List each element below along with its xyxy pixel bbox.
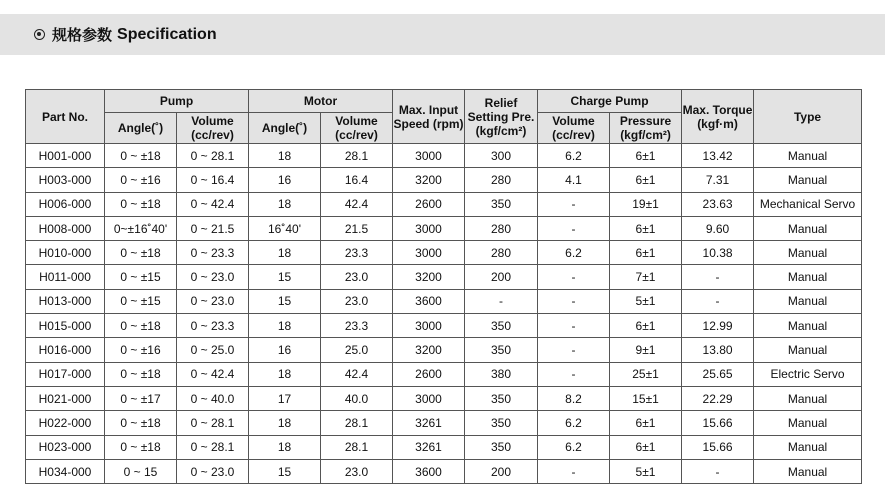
cell-motor-angle: 16 bbox=[249, 168, 321, 192]
cell-pump-angle: 0 ~ ±18 bbox=[105, 314, 177, 338]
cell-max-torque: 13.80 bbox=[682, 338, 754, 362]
cell-motor-volume: 23.0 bbox=[321, 289, 393, 313]
header-pump-volume: Volume (cc/rev) bbox=[177, 113, 249, 144]
cell-max-input-speed: 3200 bbox=[393, 265, 465, 289]
table-header bbox=[26, 90, 862, 144]
table-row bbox=[26, 192, 862, 216]
cell-charge-volume: 6.2 bbox=[538, 241, 610, 265]
header-part-no: Part No. bbox=[26, 90, 105, 144]
cell-motor-volume: 21.5 bbox=[321, 216, 393, 240]
cell-pump-volume: 0 ~ 42.4 bbox=[177, 192, 249, 216]
cell-type: Manual bbox=[754, 435, 862, 459]
cell-max-input-speed: 3200 bbox=[393, 338, 465, 362]
cell-charge-pressure: 6±1 bbox=[610, 435, 682, 459]
cell-part-no: H013-000 bbox=[26, 289, 105, 313]
cell-relief-setting: 350 bbox=[465, 435, 538, 459]
header-max-torque: Max. Torque (kgf·m) bbox=[682, 90, 754, 144]
cell-charge-volume: - bbox=[538, 314, 610, 338]
cell-max-input-speed: 3000 bbox=[393, 386, 465, 410]
cell-type: Manual bbox=[754, 411, 862, 435]
cell-charge-volume: 8.2 bbox=[538, 386, 610, 410]
cell-pump-volume: 0 ~ 28.1 bbox=[177, 411, 249, 435]
cell-type: Manual bbox=[754, 459, 862, 483]
cell-max-torque: 25.65 bbox=[682, 362, 754, 386]
cell-motor-angle: 15 bbox=[249, 459, 321, 483]
cell-charge-volume: 4.1 bbox=[538, 168, 610, 192]
cell-charge-volume: - bbox=[538, 289, 610, 313]
cell-type: Manual bbox=[754, 216, 862, 240]
cell-pump-angle: 0 ~ ±18 bbox=[105, 435, 177, 459]
circle-bullet-icon bbox=[34, 29, 45, 40]
table-row bbox=[26, 216, 862, 240]
table-row bbox=[26, 435, 862, 459]
table-row bbox=[26, 144, 862, 168]
cell-max-torque: - bbox=[682, 459, 754, 483]
section-title-cn: 规格参数 bbox=[52, 26, 113, 44]
header-charge-pressure: Pressure (kgf/cm²) bbox=[610, 113, 682, 144]
cell-relief-setting: 380 bbox=[465, 362, 538, 386]
cell-relief-setting: 350 bbox=[465, 386, 538, 410]
cell-part-no: H003-000 bbox=[26, 168, 105, 192]
cell-motor-volume: 23.0 bbox=[321, 265, 393, 289]
cell-relief-setting: 300 bbox=[465, 144, 538, 168]
table-body bbox=[26, 144, 862, 484]
cell-charge-volume: - bbox=[538, 338, 610, 362]
cell-charge-pressure: 5±1 bbox=[610, 459, 682, 483]
cell-motor-angle: 18 bbox=[249, 241, 321, 265]
cell-type: Manual bbox=[754, 338, 862, 362]
header-motor: Motor bbox=[249, 90, 393, 113]
table-row bbox=[26, 289, 862, 313]
cell-pump-angle: 0 ~ ±15 bbox=[105, 265, 177, 289]
cell-max-input-speed: 3261 bbox=[393, 435, 465, 459]
cell-max-torque: 7.31 bbox=[682, 168, 754, 192]
cell-relief-setting: 350 bbox=[465, 338, 538, 362]
cell-part-no: H011-000 bbox=[26, 265, 105, 289]
cell-motor-volume: 25.0 bbox=[321, 338, 393, 362]
cell-pump-angle: 0 ~ ±16 bbox=[105, 168, 177, 192]
cell-part-no: H008-000 bbox=[26, 216, 105, 240]
cell-part-no: H015-000 bbox=[26, 314, 105, 338]
cell-motor-angle: 18 bbox=[249, 435, 321, 459]
header-charge-pump: Charge Pump bbox=[538, 90, 682, 113]
cell-pump-angle: 0 ~ ±16 bbox=[105, 338, 177, 362]
cell-max-input-speed: 2600 bbox=[393, 362, 465, 386]
section-title-en: Specification bbox=[117, 25, 217, 43]
cell-motor-volume: 40.0 bbox=[321, 386, 393, 410]
cell-max-torque: 13.42 bbox=[682, 144, 754, 168]
cell-max-input-speed: 3600 bbox=[393, 459, 465, 483]
cell-pump-volume: 0 ~ 16.4 bbox=[177, 168, 249, 192]
header-pump-angle: Angle(˚) bbox=[105, 113, 177, 144]
cell-type: Manual bbox=[754, 386, 862, 410]
cell-part-no: H023-000 bbox=[26, 435, 105, 459]
cell-charge-pressure: 5±1 bbox=[610, 289, 682, 313]
cell-motor-angle: 15 bbox=[249, 265, 321, 289]
cell-part-no: H022-000 bbox=[26, 411, 105, 435]
cell-charge-volume: 6.2 bbox=[538, 435, 610, 459]
header-motor-volume: Volume (cc/rev) bbox=[321, 113, 393, 144]
cell-charge-pressure: 6±1 bbox=[610, 168, 682, 192]
table-row bbox=[26, 411, 862, 435]
cell-part-no: H010-000 bbox=[26, 241, 105, 265]
cell-charge-volume: 6.2 bbox=[538, 411, 610, 435]
cell-relief-setting: 350 bbox=[465, 411, 538, 435]
cell-charge-volume: - bbox=[538, 459, 610, 483]
cell-max-torque: 10.38 bbox=[682, 241, 754, 265]
cell-charge-pressure: 6±1 bbox=[610, 216, 682, 240]
table-row bbox=[26, 386, 862, 410]
cell-part-no: H034-000 bbox=[26, 459, 105, 483]
cell-motor-volume: 28.1 bbox=[321, 411, 393, 435]
cell-pump-angle: 0 ~ ±15 bbox=[105, 289, 177, 313]
cell-motor-angle: 18 bbox=[249, 314, 321, 338]
cell-max-torque: 23.63 bbox=[682, 192, 754, 216]
cell-max-input-speed: 3000 bbox=[393, 216, 465, 240]
cell-max-torque: 9.60 bbox=[682, 216, 754, 240]
section-title-bar bbox=[0, 14, 885, 55]
cell-max-torque: 22.29 bbox=[682, 386, 754, 410]
cell-motor-volume: 42.4 bbox=[321, 362, 393, 386]
cell-max-input-speed: 3000 bbox=[393, 314, 465, 338]
cell-charge-pressure: 9±1 bbox=[610, 338, 682, 362]
cell-motor-volume: 28.1 bbox=[321, 435, 393, 459]
cell-pump-volume: 0 ~ 42.4 bbox=[177, 362, 249, 386]
cell-relief-setting: 200 bbox=[465, 265, 538, 289]
cell-pump-angle: 0 ~ ±18 bbox=[105, 411, 177, 435]
cell-pump-angle: 0 ~ ±18 bbox=[105, 144, 177, 168]
cell-type: Mechanical Servo bbox=[754, 192, 862, 216]
cell-charge-pressure: 25±1 bbox=[610, 362, 682, 386]
cell-motor-volume: 16.4 bbox=[321, 168, 393, 192]
table-row bbox=[26, 241, 862, 265]
cell-pump-angle: 0 ~ ±18 bbox=[105, 241, 177, 265]
header-pump: Pump bbox=[105, 90, 249, 113]
cell-part-no: H017-000 bbox=[26, 362, 105, 386]
cell-type: Manual bbox=[754, 144, 862, 168]
table-row bbox=[26, 314, 862, 338]
cell-max-input-speed: 3600 bbox=[393, 289, 465, 313]
cell-max-torque: 15.66 bbox=[682, 411, 754, 435]
cell-pump-angle: 0 ~ 15 bbox=[105, 459, 177, 483]
table-row bbox=[26, 459, 862, 483]
cell-charge-volume: - bbox=[538, 265, 610, 289]
cell-pump-volume: 0 ~ 28.1 bbox=[177, 435, 249, 459]
cell-motor-angle: 18 bbox=[249, 192, 321, 216]
cell-part-no: H006-000 bbox=[26, 192, 105, 216]
table-row bbox=[26, 362, 862, 386]
table-row bbox=[26, 338, 862, 362]
cell-relief-setting: 280 bbox=[465, 168, 538, 192]
cell-pump-volume: 0 ~ 21.5 bbox=[177, 216, 249, 240]
cell-type: Electric Servo bbox=[754, 362, 862, 386]
cell-motor-angle: 16 bbox=[249, 338, 321, 362]
cell-pump-volume: 0 ~ 25.0 bbox=[177, 338, 249, 362]
cell-part-no: H016-000 bbox=[26, 338, 105, 362]
header-motor-angle: Angle(˚) bbox=[249, 113, 321, 144]
cell-charge-pressure: 6±1 bbox=[610, 411, 682, 435]
cell-charge-pressure: 6±1 bbox=[610, 144, 682, 168]
cell-pump-angle: 0 ~ ±18 bbox=[105, 362, 177, 386]
cell-motor-angle: 18 bbox=[249, 411, 321, 435]
cell-max-torque: - bbox=[682, 289, 754, 313]
header-type: Type bbox=[754, 90, 862, 144]
cell-charge-volume: - bbox=[538, 362, 610, 386]
header-max-input-speed: Max. Input Speed (rpm) bbox=[393, 90, 465, 144]
header-relief-setting: Relief Setting Pre. (kgf/cm²) bbox=[465, 90, 538, 144]
cell-charge-pressure: 6±1 bbox=[610, 241, 682, 265]
cell-part-no: H001-000 bbox=[26, 144, 105, 168]
cell-charge-volume: - bbox=[538, 192, 610, 216]
cell-type: Manual bbox=[754, 265, 862, 289]
cell-relief-setting: 350 bbox=[465, 192, 538, 216]
cell-relief-setting: 350 bbox=[465, 314, 538, 338]
table-row bbox=[26, 168, 862, 192]
cell-relief-setting: 280 bbox=[465, 241, 538, 265]
cell-max-input-speed: 3200 bbox=[393, 168, 465, 192]
cell-relief-setting: - bbox=[465, 289, 538, 313]
header-charge-volume: Volume (cc/rev) bbox=[538, 113, 610, 144]
cell-max-input-speed: 3000 bbox=[393, 144, 465, 168]
cell-motor-volume: 23.3 bbox=[321, 314, 393, 338]
cell-motor-angle: 17 bbox=[249, 386, 321, 410]
cell-relief-setting: 200 bbox=[465, 459, 538, 483]
cell-type: Manual bbox=[754, 241, 862, 265]
cell-pump-volume: 0 ~ 23.0 bbox=[177, 265, 249, 289]
table-row bbox=[26, 265, 862, 289]
cell-pump-angle: 0~±16˚40' bbox=[105, 216, 177, 240]
cell-charge-pressure: 7±1 bbox=[610, 265, 682, 289]
cell-max-input-speed: 2600 bbox=[393, 192, 465, 216]
cell-motor-angle: 18 bbox=[249, 362, 321, 386]
cell-max-input-speed: 3261 bbox=[393, 411, 465, 435]
cell-charge-pressure: 19±1 bbox=[610, 192, 682, 216]
cell-charge-volume: 6.2 bbox=[538, 144, 610, 168]
cell-type: Manual bbox=[754, 289, 862, 313]
cell-motor-angle: 15 bbox=[249, 289, 321, 313]
cell-motor-volume: 23.3 bbox=[321, 241, 393, 265]
cell-type: Manual bbox=[754, 314, 862, 338]
cell-pump-angle: 0 ~ ±18 bbox=[105, 192, 177, 216]
cell-pump-volume: 0 ~ 23.3 bbox=[177, 241, 249, 265]
cell-motor-angle: 16˚40' bbox=[249, 216, 321, 240]
cell-part-no: H021-000 bbox=[26, 386, 105, 410]
specification-table bbox=[25, 89, 862, 484]
cell-pump-volume: 0 ~ 23.3 bbox=[177, 314, 249, 338]
cell-type: Manual bbox=[754, 168, 862, 192]
cell-max-torque: - bbox=[682, 265, 754, 289]
cell-motor-volume: 23.0 bbox=[321, 459, 393, 483]
cell-pump-volume: 0 ~ 40.0 bbox=[177, 386, 249, 410]
cell-max-torque: 12.99 bbox=[682, 314, 754, 338]
cell-charge-pressure: 15±1 bbox=[610, 386, 682, 410]
cell-motor-angle: 18 bbox=[249, 144, 321, 168]
cell-motor-volume: 28.1 bbox=[321, 144, 393, 168]
cell-pump-volume: 0 ~ 23.0 bbox=[177, 289, 249, 313]
cell-motor-volume: 42.4 bbox=[321, 192, 393, 216]
cell-pump-angle: 0 ~ ±17 bbox=[105, 386, 177, 410]
cell-max-input-speed: 3000 bbox=[393, 241, 465, 265]
cell-relief-setting: 280 bbox=[465, 216, 538, 240]
cell-charge-pressure: 6±1 bbox=[610, 314, 682, 338]
cell-charge-volume: - bbox=[538, 216, 610, 240]
cell-max-torque: 15.66 bbox=[682, 435, 754, 459]
cell-pump-volume: 0 ~ 28.1 bbox=[177, 144, 249, 168]
cell-pump-volume: 0 ~ 23.0 bbox=[177, 459, 249, 483]
